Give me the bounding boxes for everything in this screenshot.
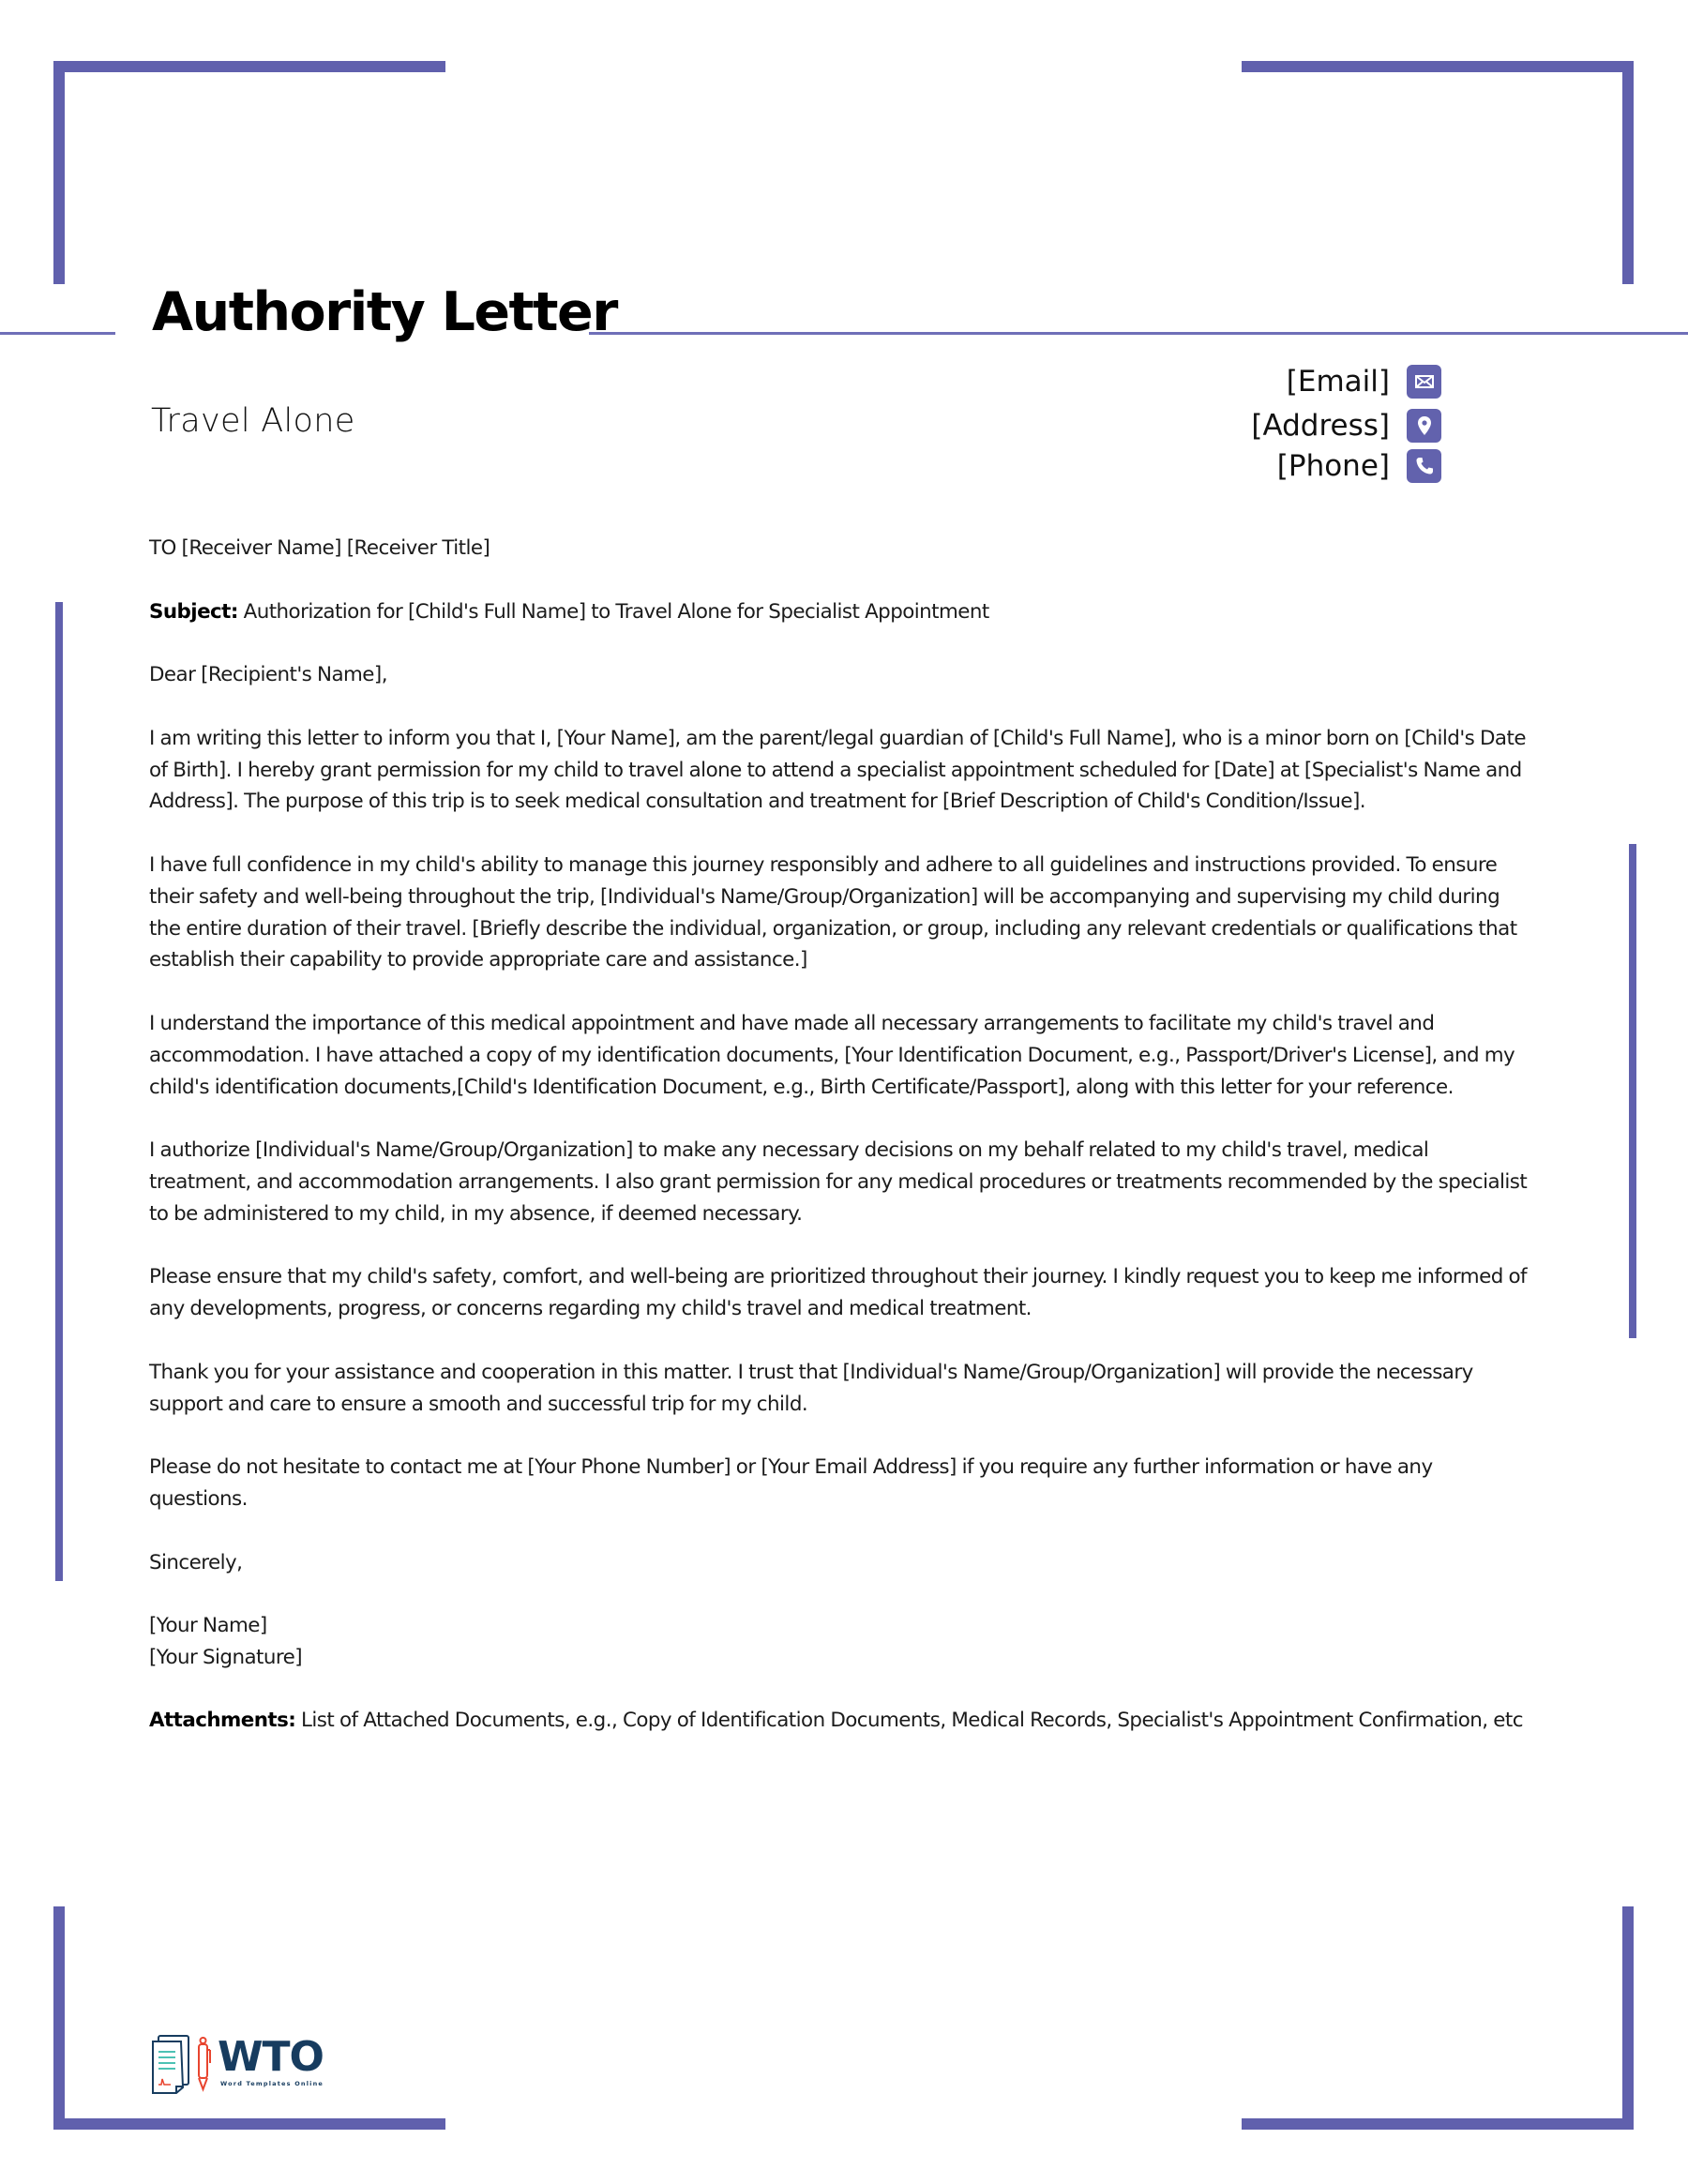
- closing: Sincerely,: [149, 1550, 243, 1574]
- attachments-line: [149, 1705, 1528, 1737]
- paragraph: Thank you for your assistance and cooperation in this matter. I trust that [Individual's Name/Group/Organization] will provide the necessary support and care to ensure a smooth and successful trip for my child.: [149, 1360, 1473, 1416]
- paragraph: Please do not hesitate to contact me at [Your Phone Number] or [Your Email Address] if you require any further information or have any questions.: [149, 1455, 1433, 1511]
- paragraph: I understand the importance of this medical appointment and have made all necessary arrangements to facilitate my child's travel and accommodation. I have attached a copy of my identification documents, [Your Identification Document, e.g., Passport/Driver's License], and my child's identification documents,[Child's Identification Document, e.g., Birth Certificate/Passport], along with this letter for your reference.: [149, 1011, 1515, 1099]
- map-pin-icon: [1407, 409, 1441, 443]
- attachments-label: Attachments:: [149, 1709, 296, 1733]
- frame-top-right-horizontal: [1242, 61, 1634, 72]
- document-pen-icon: [150, 2033, 216, 2097]
- contact-phone: [1251, 447, 1441, 485]
- subject-text: Authorization for [Child's Full Name] to Travel Alone for Specialist Appointment: [237, 599, 989, 624]
- to-line: TO [Receiver Name] [Receiver Title]: [149, 536, 490, 560]
- contact-address: [1251, 404, 1441, 447]
- letter-body: [149, 533, 1528, 1769]
- attachments-text: List of Attached Documents, e.g., Copy of Identification Documents, Medical Records, Specialist's Appointment Confirmation, etc: [295, 1709, 1523, 1733]
- salutation: Dear [Recipient's Name],: [149, 663, 387, 687]
- page-subtitle: Travel Alone: [151, 402, 355, 440]
- contact-phone-label: [Phone]: [1276, 449, 1390, 483]
- title-rule-right: [589, 332, 1688, 335]
- title-rule-left: [0, 332, 115, 335]
- frame-top-left-horizontal: [53, 61, 445, 72]
- subject-line: [149, 596, 1528, 628]
- contact-address-label: [Address]: [1251, 409, 1390, 443]
- frame-bottom-left-horizontal: [53, 2118, 445, 2130]
- frame-top-right-vertical: [1622, 61, 1634, 284]
- side-accent-right: [1629, 844, 1636, 1338]
- phone-icon: [1407, 449, 1441, 483]
- paragraph: I have full confidence in my child's ability to manage this journey responsibly and adhere to all guidelines and instructions provided. To ensure their safety and well-being throughout the trip, [Individual's Name/Group/Organization] will be accompanying and supervising my child during the entire duration of their travel. [Briefly describe the individual, organization, or group, including any relevant credentials or qualifications that establish their capability to provide appropriate care and assistance.]: [149, 852, 1517, 972]
- subject-label: Subject:: [149, 599, 238, 624]
- frame-top-left-vertical: [53, 61, 65, 284]
- logo-wordmark: WTO: [218, 2033, 324, 2081]
- logo-tagline: Word Templates Online: [220, 2080, 324, 2087]
- wto-logo: [150, 2033, 338, 2099]
- side-accent-left: [55, 602, 63, 1581]
- paragraph: I authorize [Individual's Name/Group/Organization] to make any necessary decisions on my behalf related to my child's travel, medical treatment, and accommodation arrangements. I also grant permission for any medical procedures or treatments recommended by the specialist to be administered to my child, in my absence, if deemed necessary.: [149, 1138, 1528, 1226]
- envelope-icon: [1407, 365, 1441, 399]
- frame-bottom-right-vertical: [1622, 1906, 1634, 2130]
- contact-info: [1251, 359, 1441, 485]
- contact-email: [1251, 359, 1441, 404]
- frame-bottom-left-vertical: [53, 1906, 65, 2130]
- signature-line: [Your Signature]: [149, 1645, 303, 1669]
- signer-name: [Your Name]: [149, 1614, 267, 1638]
- page-title: Authority Letter: [152, 281, 617, 343]
- paragraph: Please ensure that my child's safety, comfort, and well-being are prioritized throughout their journey. I kindly request you to keep me informed of any developments, progress, or concerns regarding my child's travel and medical treatment.: [149, 1265, 1527, 1321]
- paragraph: I am writing this letter to inform you that I, [Your Name], am the parent/legal guardian of [Child's Full Name], who is a minor born on [Child's Date of Birth]. I hereby grant permission for my child to travel alone to attend a specialist appointment scheduled for [Date] at [Specialist's Name and Address]. The purpose of this trip is to seek medical consultation and treatment for [Brief Description of Child's Condition/Issue].: [149, 726, 1526, 814]
- contact-email-label: [Email]: [1286, 365, 1390, 399]
- frame-bottom-right-horizontal: [1242, 2118, 1634, 2130]
